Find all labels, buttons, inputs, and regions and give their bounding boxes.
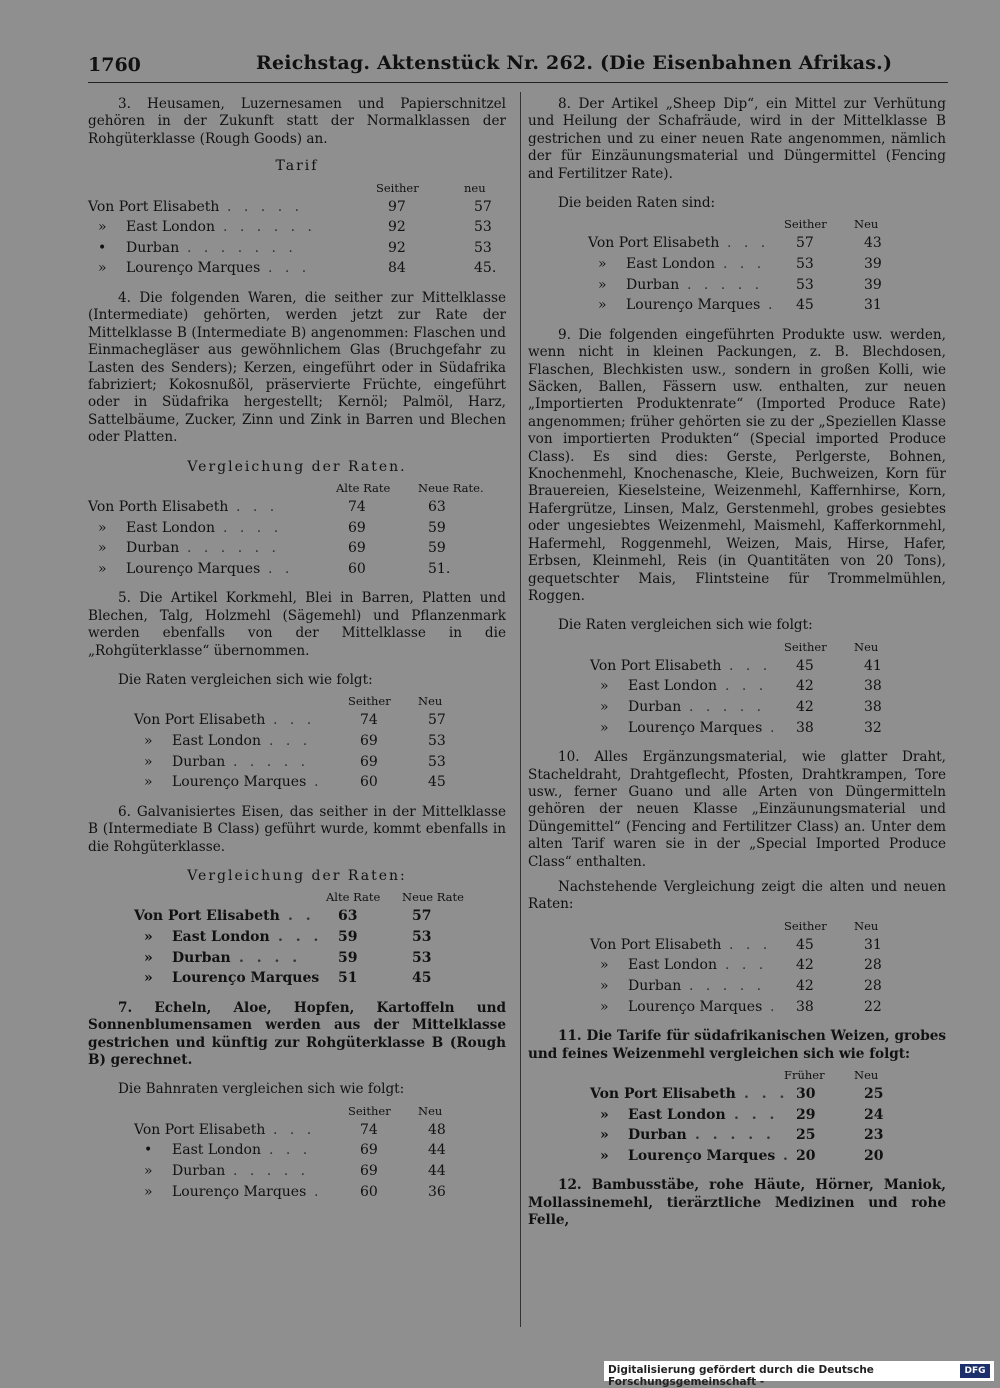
old-rate: 29 xyxy=(796,1106,816,1123)
table-header xyxy=(528,639,946,657)
leader-dots: . . . xyxy=(269,1142,312,1159)
destination-label: Durban xyxy=(628,977,682,994)
leader-dots: . xyxy=(314,1183,323,1200)
table-row xyxy=(88,560,506,581)
old-rate: 63 xyxy=(338,908,358,925)
new-rate: 22 xyxy=(864,998,882,1015)
table-3-intro: Die Raten vergleichen sich wie folgt: xyxy=(118,672,373,689)
old-rate: 53 xyxy=(796,276,814,293)
ditto-mark: » xyxy=(144,970,153,987)
ditto-mark: » xyxy=(98,560,107,577)
ditto-mark: » xyxy=(600,1147,609,1164)
table-row xyxy=(88,928,506,949)
old-rate: 42 xyxy=(796,678,814,695)
ditto-mark: » xyxy=(98,519,107,536)
ditto-mark: » xyxy=(600,1127,609,1144)
table-row xyxy=(88,259,506,280)
table-row xyxy=(88,732,506,753)
new-rate: 59 xyxy=(428,540,446,557)
leader-dots: . . . . . . . xyxy=(187,239,297,256)
paragraph-5: 5. Die Artikel Korkmehl, Blei in Barren, Platten und Blechen, Talg, Holzmehl (Sägemehl) und Pflanzenmark werden ebenfalls von der Mittelklasse in die „Rohgüterklasse“ übernommen. xyxy=(88,590,506,659)
old-rate: 97 xyxy=(388,198,406,215)
table-1-title: Tarif xyxy=(275,158,319,175)
ditto-mark: • xyxy=(98,239,107,256)
leader-dots: . . . . . xyxy=(695,1127,775,1144)
table-row xyxy=(528,296,946,317)
table-row xyxy=(528,936,946,957)
table-row xyxy=(88,949,506,970)
page-title: Reichstag. Aktenstück Nr. 262. (Die Eisenbahnen Afrikas.) xyxy=(256,52,893,74)
leader-dots: . . . . . xyxy=(689,698,766,715)
leader-dots: . . xyxy=(268,560,294,577)
leader-dots: . . . xyxy=(725,678,768,695)
table-row xyxy=(88,1162,506,1183)
table-header xyxy=(88,889,506,907)
table-row xyxy=(528,677,946,698)
ditto-mark: » xyxy=(144,1163,153,1180)
table-row xyxy=(528,1126,946,1147)
column-header: Alte Rate xyxy=(336,481,391,496)
leader-dots: . . . . . xyxy=(233,1163,310,1180)
leader-dots: . . . . . xyxy=(233,753,310,770)
leader-dots: . . . . . . xyxy=(223,219,316,236)
new-rate: 57 xyxy=(428,712,446,729)
old-rate: 69 xyxy=(360,1142,378,1159)
table-row xyxy=(528,1085,946,1106)
old-rate: 59 xyxy=(338,929,358,946)
leader-dots: . . . xyxy=(278,929,323,946)
new-rate: 23 xyxy=(864,1127,884,1144)
leader-dots: . . . xyxy=(727,235,770,252)
destination-label: East London xyxy=(172,1142,261,1159)
leader-dots: . xyxy=(783,1147,792,1164)
table-row xyxy=(528,956,946,977)
right-column xyxy=(528,96,946,1230)
old-rate: 59 xyxy=(338,949,358,966)
leader-dots: . . . . xyxy=(239,949,302,966)
ditto-mark: » xyxy=(98,219,107,236)
leader-dots: . . . xyxy=(273,712,316,729)
new-rate: 28 xyxy=(864,957,882,974)
new-rate: 51. xyxy=(428,560,451,577)
old-rate: 42 xyxy=(796,977,814,994)
ditto-mark: » xyxy=(600,998,609,1015)
destination-label: Lourenço Marques xyxy=(126,560,261,577)
destination-label: Durban xyxy=(628,698,682,715)
new-rate: 63 xyxy=(428,499,446,516)
old-rate: 74 xyxy=(360,712,378,729)
table-header xyxy=(88,480,506,498)
leader-dots: . xyxy=(314,774,323,791)
table-row xyxy=(88,218,506,239)
table-header xyxy=(88,693,506,711)
leader-dots: . . . . . xyxy=(227,198,304,215)
ditto-mark: » xyxy=(598,276,607,293)
leader-dots: . . . xyxy=(273,1121,316,1138)
old-rate: 60 xyxy=(360,774,378,791)
leader-dots: . xyxy=(770,998,779,1015)
leader-dots: . . . xyxy=(734,1106,779,1123)
old-rate: 69 xyxy=(348,540,366,557)
table-row xyxy=(528,234,946,255)
old-rate: 53 xyxy=(796,256,814,273)
table-row xyxy=(88,753,506,774)
new-rate: 36 xyxy=(428,1183,446,1200)
table-header xyxy=(528,918,946,936)
destination-label: Durban xyxy=(126,239,180,256)
ditto-mark: » xyxy=(144,774,153,791)
leader-dots: . . . xyxy=(729,936,772,953)
new-rate: 53 xyxy=(474,219,492,236)
old-rate: 25 xyxy=(796,1127,816,1144)
leader-dots: . . xyxy=(288,908,315,925)
leader-dots: . . . xyxy=(725,957,768,974)
footer-credit xyxy=(604,1361,994,1388)
table-6-intro: Die beiden Raten sind: xyxy=(558,195,716,212)
table-header xyxy=(88,180,506,198)
destination-label: Von Port Elisabeth xyxy=(134,1121,266,1138)
new-rate: 28 xyxy=(864,977,882,994)
new-rate: 38 xyxy=(864,678,882,695)
rate-table-9 xyxy=(528,1067,946,1167)
column-header: Alte Rate xyxy=(326,890,381,905)
new-rate: 57 xyxy=(474,198,492,215)
new-rate: 25 xyxy=(864,1085,884,1102)
ditto-mark: » xyxy=(144,753,153,770)
table-row xyxy=(528,719,946,740)
old-rate: 20 xyxy=(796,1147,816,1164)
old-rate: 69 xyxy=(360,733,378,750)
new-rate: 43 xyxy=(864,235,882,252)
new-rate: 57 xyxy=(412,908,432,925)
new-rate: 31 xyxy=(864,936,882,953)
destination-label: East London xyxy=(126,219,215,236)
column-header: Neu xyxy=(854,639,879,654)
new-rate: 59 xyxy=(428,519,446,536)
new-rate: 20 xyxy=(864,1147,884,1164)
table-row xyxy=(88,969,506,990)
destination-label: Von Port Elisabeth xyxy=(590,657,722,674)
old-rate: 38 xyxy=(796,998,814,1015)
table-row xyxy=(88,519,506,540)
paragraph-4: 4. Die folgenden Waren, die seither zur Mittelklasse (Intermediate) gehörten, werden jetzt zur Rate der Mittelklasse B (Intermediate B) angenommen: Flaschen und Einmachegläser aus gewöhnlichem Glas (Bruchgefahr zu Lasten des Senders); Kerzen, eingeführt oder in Südafrika fabriziert; Kokosnußöl, präservierte Früchte, eingeführt oder in Südafrika hergestellt; Kernöl; Palmöl, Harz, Sattelbäume, Zucker, Zinn und Zink in Barren und Blechen oder Platten. xyxy=(88,290,506,446)
ditto-mark: • xyxy=(144,1142,153,1159)
left-column xyxy=(88,96,506,1213)
ditto-mark: » xyxy=(598,256,607,273)
destination-label: Durban xyxy=(172,1163,226,1180)
new-rate: 45. xyxy=(474,260,497,277)
leader-dots: . xyxy=(768,297,777,314)
column-header: neu xyxy=(464,180,486,195)
rate-table-2 xyxy=(88,480,506,580)
destination-label: Lourenço Marques xyxy=(628,719,763,736)
destination-label: Von Port Elisabeth xyxy=(588,235,720,252)
destination-label: Lourenço Marques xyxy=(126,260,261,277)
old-rate: 38 xyxy=(796,719,814,736)
leader-dots: . . . xyxy=(268,260,311,277)
table-row xyxy=(528,977,946,998)
leader-dots: . . . . . . xyxy=(187,540,280,557)
column-header: Neu xyxy=(854,918,879,933)
leader-dots: . xyxy=(770,719,779,736)
rate-table-5 xyxy=(88,1103,506,1203)
rate-table-4 xyxy=(88,889,506,989)
destination-label: Durban xyxy=(126,540,180,557)
new-rate: 32 xyxy=(864,719,882,736)
leader-dots: . . . . . xyxy=(687,276,764,293)
table-7-intro: Die Raten vergleichen sich wie folgt: xyxy=(558,617,813,634)
ditto-mark: » xyxy=(600,957,609,974)
new-rate: 39 xyxy=(864,256,882,273)
rate-table-8 xyxy=(528,918,946,1018)
old-rate: 69 xyxy=(348,519,366,536)
destination-label: Von Porth Elisabeth xyxy=(88,499,229,516)
rate-table-3 xyxy=(88,693,506,793)
leader-dots: . . . xyxy=(236,499,279,516)
page-header xyxy=(88,50,948,80)
old-rate: 57 xyxy=(796,235,814,252)
paragraph-9: 9. Die folgenden eingeführten Produkte usw. werden, wenn nicht in kleinen Packungen, z. B. Blechdosen, Flaschen, Blechkisten usw., sondern in großen Kolli, wie Säcken, Ballen, Fässern usw. enthalten, zur neuen „Importierten Produktenrate“ (Imported Produce Rate) angenommen; früher gehörten sie zu der „Speziellen Klasse von importierten Produkten“ (Special imported Produce Class). Es sind dies: Gerste, Perlgerste, Bohnen, Knochenmehl, Knochenasche, Kleie, Buchweizen, Korn für Brauereien, Kieselsteine, Weizenmehl, Kaffernhirse, Korn, Hafergrütze, Linsen, Malz, Gerstenmehl, grobes gesiebtes oder ungesiebtes Weizenmehl, Maismehl, Kafferkornmehl, Hafermehl, Roggenmehl, Weizen, Mais, Hirse, Hafer, Erbsen, Kleinmehl, Reis (in Quantitäten von 20 Tons), gequetschter Mais, Flintsteine für Trommelmühlen, Roggen. xyxy=(528,326,946,604)
table-2-title: Vergleichung der Raten. xyxy=(187,458,407,475)
destination-label: Lourenço Marques xyxy=(628,1147,776,1164)
destination-label: East London xyxy=(172,733,261,750)
old-rate: 84 xyxy=(388,260,406,277)
page-number: 1760 xyxy=(88,54,141,76)
old-rate: 42 xyxy=(796,698,814,715)
ditto-mark: » xyxy=(144,929,153,946)
table-row xyxy=(528,1106,946,1127)
destination-label: East London xyxy=(628,678,717,695)
destination-label: East London xyxy=(628,1106,726,1123)
column-header: Seither xyxy=(376,180,419,195)
ditto-mark: » xyxy=(600,698,609,715)
table-row xyxy=(528,698,946,719)
table-row xyxy=(88,773,506,794)
table-row xyxy=(88,907,506,928)
table-header xyxy=(528,1067,946,1085)
table-row xyxy=(88,539,506,560)
table-header xyxy=(88,1103,506,1121)
leader-dots: . . . xyxy=(723,256,766,273)
old-rate: 45 xyxy=(796,297,814,314)
ditto-mark: » xyxy=(598,297,607,314)
table-4-title: Vergleichung der Raten: xyxy=(187,868,407,885)
column-header: Neu xyxy=(418,1103,443,1118)
destination-label: Lourenço Marques xyxy=(172,1183,307,1200)
paragraph-12: 12. Bambusstäbe, rohe Häute, Hörner, Maniok, Mollassinemehl, tierärztliche Medizinen und rohe Felle, xyxy=(528,1177,946,1229)
rate-table-1 xyxy=(88,180,506,280)
destination-label: Von Port Elisabeth xyxy=(134,908,280,925)
old-rate: 74 xyxy=(348,499,366,516)
leader-dots: . . . . . xyxy=(689,977,766,994)
old-rate: 92 xyxy=(388,239,406,256)
new-rate: 53 xyxy=(428,733,446,750)
new-rate: 53 xyxy=(474,239,492,256)
old-rate: 69 xyxy=(360,1163,378,1180)
leader-dots: . . . xyxy=(744,1085,789,1102)
destination-label: Durban xyxy=(626,276,680,293)
destination-label: East London xyxy=(172,929,270,946)
destination-label: Von Port Elisabeth xyxy=(88,198,220,215)
new-rate: 45 xyxy=(412,970,432,987)
old-rate: 42 xyxy=(796,957,814,974)
column-header: Seither xyxy=(784,639,827,654)
destination-label: Lourenço Marques xyxy=(626,297,761,314)
destination-label: Lourenço Marques xyxy=(172,774,307,791)
column-header: Seither xyxy=(784,217,827,232)
rate-table-7 xyxy=(528,639,946,739)
table-row xyxy=(88,1121,506,1142)
ditto-mark: » xyxy=(98,260,107,277)
table-row xyxy=(528,255,946,276)
table-row xyxy=(88,498,506,519)
table-row xyxy=(528,276,946,297)
column-header: Neue Rate xyxy=(402,890,464,905)
new-rate: 31 xyxy=(864,297,882,314)
destination-label: Durban xyxy=(172,949,231,966)
paragraph-7: 7. Echeln, Aloe, Hopfen, Kartoffeln und Sonnenblumensamen werden aus der Mittelklasse gestrichen und künftig zur Rohgüterklasse B (Rough B) gerechnet. xyxy=(88,999,506,1069)
new-rate: 24 xyxy=(864,1106,884,1123)
column-header: Seither xyxy=(348,1103,391,1118)
ditto-mark: » xyxy=(600,1106,609,1123)
destination-label: Lourenço Marques xyxy=(628,998,763,1015)
destination-label: Von Port Elisabeth xyxy=(590,1085,736,1102)
column-divider xyxy=(520,92,521,1327)
column-header: Seither xyxy=(784,918,827,933)
paragraph-11: 11. Die Tarife für südafrikanischen Weizen, grobes und feines Weizenmehl vergleichen sich wie folgt: xyxy=(528,1028,946,1062)
column-header: Neu xyxy=(854,217,879,232)
new-rate: 44 xyxy=(428,1163,446,1180)
table-row xyxy=(88,1183,506,1204)
leader-dots: . . . xyxy=(729,657,772,674)
destination-label: Durban xyxy=(628,1127,687,1144)
leader-dots: . . . xyxy=(269,733,312,750)
ditto-mark: » xyxy=(144,733,153,750)
column-header: Früher xyxy=(784,1067,825,1082)
destination-label: Von Port Elisabeth xyxy=(590,936,722,953)
new-rate: 38 xyxy=(864,698,882,715)
ditto-mark: » xyxy=(144,1183,153,1200)
new-rate: 41 xyxy=(864,657,882,674)
table-row xyxy=(88,239,506,260)
new-rate: 39 xyxy=(864,276,882,293)
column-header: Neue Rate. xyxy=(418,481,484,496)
ditto-mark: » xyxy=(98,540,107,557)
destination-label: East London xyxy=(126,519,215,536)
old-rate: 60 xyxy=(360,1183,378,1200)
ditto-mark: » xyxy=(144,949,153,966)
old-rate: 51 xyxy=(338,970,358,987)
destination-label: East London xyxy=(628,957,717,974)
ditto-mark: » xyxy=(600,719,609,736)
column-header: Neu xyxy=(418,694,443,709)
destination-label: Lourenço Marques xyxy=(172,970,320,987)
new-rate: 53 xyxy=(428,753,446,770)
old-rate: 45 xyxy=(796,936,814,953)
new-rate: 48 xyxy=(428,1121,446,1138)
old-rate: 60 xyxy=(348,560,366,577)
new-rate: 53 xyxy=(412,949,432,966)
new-rate: 44 xyxy=(428,1142,446,1159)
old-rate: 92 xyxy=(388,219,406,236)
table-row xyxy=(528,1147,946,1168)
header-rule xyxy=(88,82,948,83)
table-row xyxy=(528,657,946,678)
old-rate: 45 xyxy=(796,657,814,674)
destination-label: Von Port Elisabeth xyxy=(134,712,266,729)
ditto-mark: » xyxy=(600,977,609,994)
table-row xyxy=(88,198,506,219)
ditto-mark: » xyxy=(600,678,609,695)
paragraph-3: 3. Heusamen, Luzernesamen und Papierschnitzel gehören in der Zukunft statt der Normalklassen der Rohgüterklasse (Rough Goods) an. xyxy=(88,96,506,147)
paragraph-10: 10. Alles Ergänzungsmaterial, wie glatter Draht, Stacheldraht, Drahtgeflecht, Pfosten, Drahtkrampen, Tore usw., ferner Guano und alle Arten von Düngermitteln gehören der neuen Klasse „Einzäunungsmaterial und Düngemittel“ (Fencing and Fertilitzer Class) an. Unter dem alten Tarif waren sie in der „Special Imported Produce Class“ enthalten. xyxy=(528,749,946,870)
destination-label: Durban xyxy=(172,753,226,770)
destination-label: East London xyxy=(626,256,715,273)
old-rate: 74 xyxy=(360,1121,378,1138)
table-row xyxy=(528,998,946,1019)
table-5-intro: Die Bahnraten vergleichen sich wie folgt: xyxy=(118,1081,405,1098)
new-rate: 45 xyxy=(428,774,446,791)
table-row xyxy=(88,1141,506,1162)
column-header: Neu xyxy=(854,1067,879,1082)
column-header: Seither xyxy=(348,694,391,709)
new-rate: 53 xyxy=(412,929,432,946)
rate-table-6 xyxy=(528,216,946,316)
table-header xyxy=(528,216,946,234)
paragraph-8: 8. Der Artikel „Sheep Dip“, ein Mittel zur Verhütung und Heilung der Schafräude, wird in der Mittelklasse B gestrichen und zu einer neuen Rate angenommen, nämlich der für Einzäunungsmaterial und Düngermittel (Fencing and Fertilitzer Rate). xyxy=(528,96,946,182)
paragraph-6: 6. Galvanisiertes Eisen, das seither in der Mittelklasse B (Intermediate B Class) geführt wurde, kommt ebenfalls in die Rohgüterklasse. xyxy=(88,803,506,855)
footer-text: Digitalisierung gefördert durch die Deutsche Forschungsgemeinschaft - xyxy=(608,1364,874,1388)
old-rate: 69 xyxy=(360,753,378,770)
dfg-logo: DFG xyxy=(960,1364,990,1378)
table-row xyxy=(88,711,506,732)
paragraph-10b: Nachstehende Vergleichung zeigt die alten und neuen Raten: xyxy=(528,878,946,913)
old-rate: 30 xyxy=(796,1085,816,1102)
leader-dots: . . . . xyxy=(223,519,283,536)
